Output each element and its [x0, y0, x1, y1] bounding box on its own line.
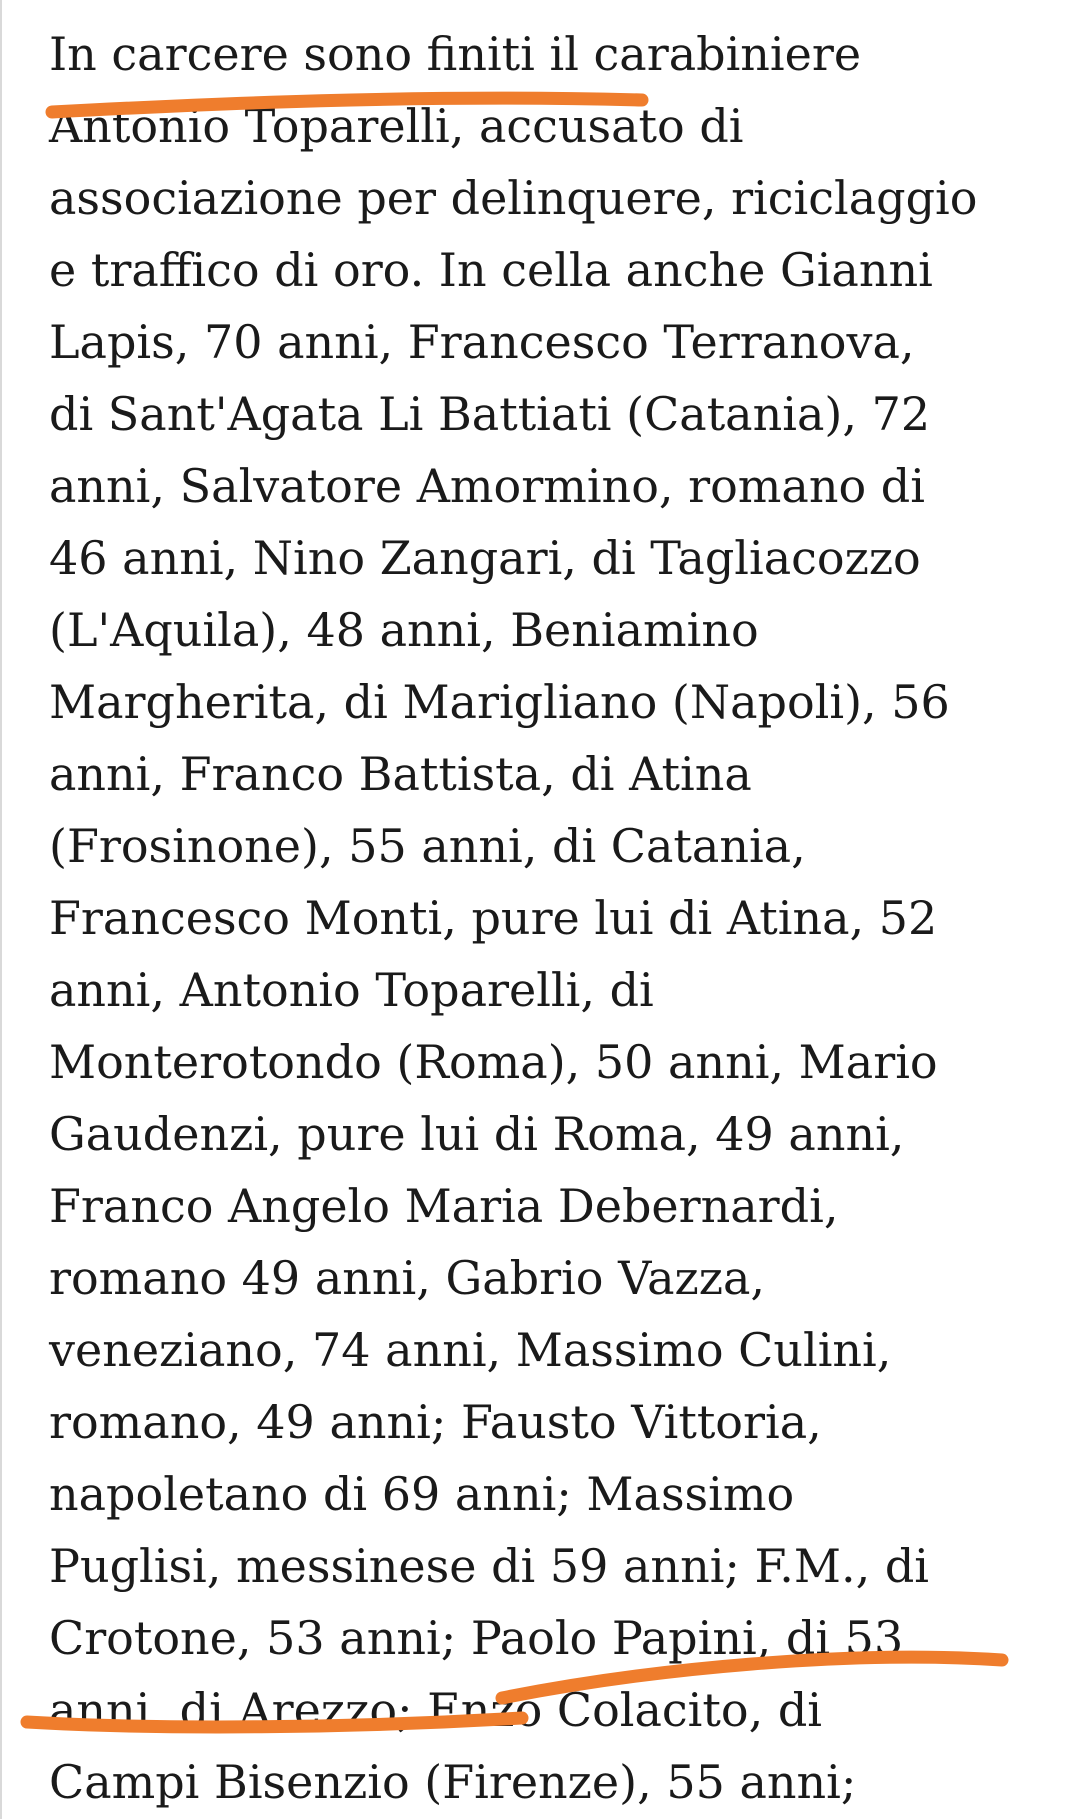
- text-line: anni, Antonio Toparelli, di: [49, 963, 654, 1017]
- text-line: Franco Angelo Maria Debernardi,: [49, 1179, 839, 1233]
- text-line: (L'Aquila), 48 anni, Beniamino: [49, 603, 759, 657]
- text-line: associazione per delinquere, riciclaggio: [49, 171, 978, 225]
- text-line: Campi Bisenzio (Firenze), 55 anni;: [49, 1755, 857, 1809]
- text-line: Gaudenzi, pure lui di Roma, 49 anni,: [49, 1107, 905, 1161]
- text-line: romano, 49 anni; Fausto Vittoria,: [49, 1395, 822, 1449]
- text-line: anni, di Arezzo; Enzo Colacito, di: [49, 1683, 822, 1737]
- text-line: e traffico di oro. In cella anche Gianni: [49, 243, 933, 297]
- article-body-text: [49, 18, 1059, 1818]
- text-line: romano 49 anni, Gabrio Vazza,: [49, 1251, 766, 1305]
- text-line: veneziano, 74 anni, Massimo Culini,: [49, 1323, 892, 1377]
- text-line: Antonio Toparelli, accusato di: [49, 99, 744, 153]
- text-line: Margherita, di Marigliano (Napoli), 56: [49, 675, 950, 729]
- text-line: Crotone, 53 anni; Paolo Papini, di 53: [49, 1611, 904, 1665]
- text-line: (Frosinone), 55 anni, di Catania,: [49, 819, 806, 873]
- text-line: Monterotondo (Roma), 50 anni, Mario: [49, 1035, 938, 1089]
- text-line: napoletano di 69 anni; Massimo: [49, 1467, 795, 1521]
- text-line: Francesco Monti, pure lui di Atina, 52: [49, 891, 938, 945]
- text-line: anni, Salvatore Amormino, romano di: [49, 459, 925, 513]
- text-line: Puglisi, messinese di 59 anni; F.M., di: [49, 1539, 930, 1593]
- text-line: di Sant'Agata Li Battiati (Catania), 72: [49, 387, 931, 441]
- text-line: anni, Franco Battista, di Atina: [49, 747, 752, 801]
- text-line: 46 anni, Nino Zangari, di Tagliacozzo: [49, 531, 921, 585]
- text-line: In carcere sono finiti il carabiniere: [49, 27, 862, 81]
- text-line: Lapis, 70 anni, Francesco Terranova,: [49, 315, 915, 369]
